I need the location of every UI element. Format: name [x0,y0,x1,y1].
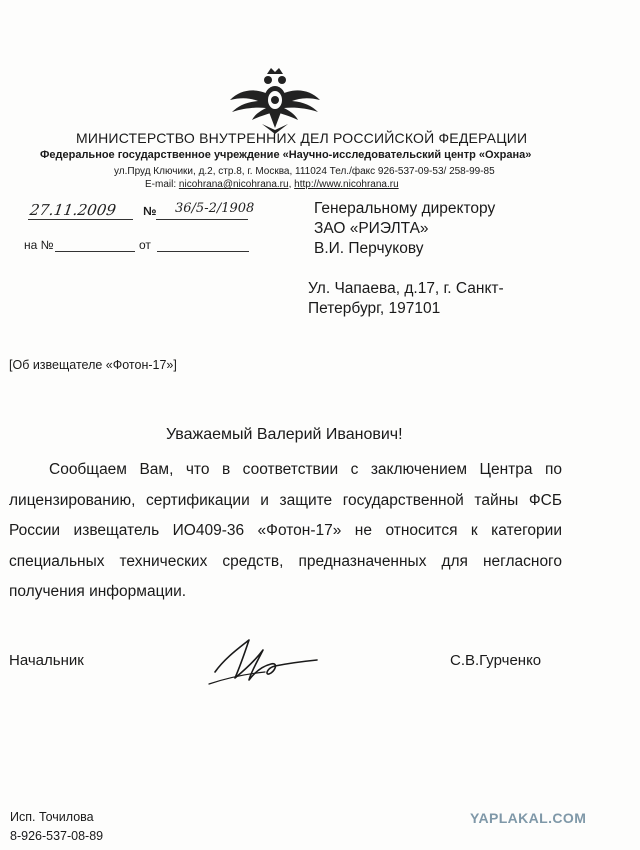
reference-date-label: от [139,238,151,252]
addressee-address-line2: Петербург, 197101 [308,300,441,317]
email-link[interactable]: nicohrana@nicohrana.ru [178,179,289,190]
email-label: E-mail: [145,179,177,190]
reference-number-label: на № [24,238,54,252]
institution-contacts [145,179,399,190]
executor-name: Исп. Точилова [10,810,94,824]
site-watermark: YAPLAKAL.COM [470,810,587,826]
signer-position: Начальник [9,652,84,669]
contact-separator: , [288,179,292,190]
greeting: Уважаемый Валерий Иванович! [166,426,403,443]
handwritten-signature [205,628,325,692]
addressee-name: В.И. Перчукову [314,240,424,257]
institution-name: Федеральное государственное учреждение «Научно-исследовательский центр «Охрана» [40,149,532,161]
executor-phone: 8-926-537-08-89 [10,829,104,843]
outgoing-number: 36/5-2/1908 [175,201,255,216]
reference-number-blank [55,251,135,252]
ministry-name: МИНИСТЕРСТВО ВНУТРЕННИХ ДЕЛ РОССИЙСКОЙ ФЕДЕРАЦИИ [76,130,528,146]
signer-name: С.В.Гурченко [450,652,542,669]
mvd-eagle-emblem [228,66,322,136]
website-link[interactable]: http://www.nicohrana.ru [294,179,399,190]
reference-date-blank [157,251,249,252]
addressee-title: Генеральному директору [314,200,496,217]
addressee-address-line1: Ул. Чапаева, д.17, г. Санкт- [308,280,504,297]
letter-body: Сообщаем Вам, что в соответствии с заключением Центра по лицензированию, сертификации и защите государственной тайны ФСБ России извещатель ИО409-36 «Фотон-17» не относится к категории специальных технических средств, предназначенных для негласного получения информации. [9,461,562,600]
number-underline [156,219,248,220]
letter-subject: [Об извещателе «Фотон-17»] [9,358,177,372]
outgoing-date: 27.11.2009 [28,201,118,219]
institution-address: ул.Пруд Ключики, д.2, стр.8, г. Москва, 111024 Тел./факс 926-537-09-53/ 258-99-85 [114,166,495,177]
addressee-company: ЗАО «РИЭЛТА» [314,220,429,237]
outgoing-number-label: № [143,204,157,218]
date-underline [28,219,133,220]
